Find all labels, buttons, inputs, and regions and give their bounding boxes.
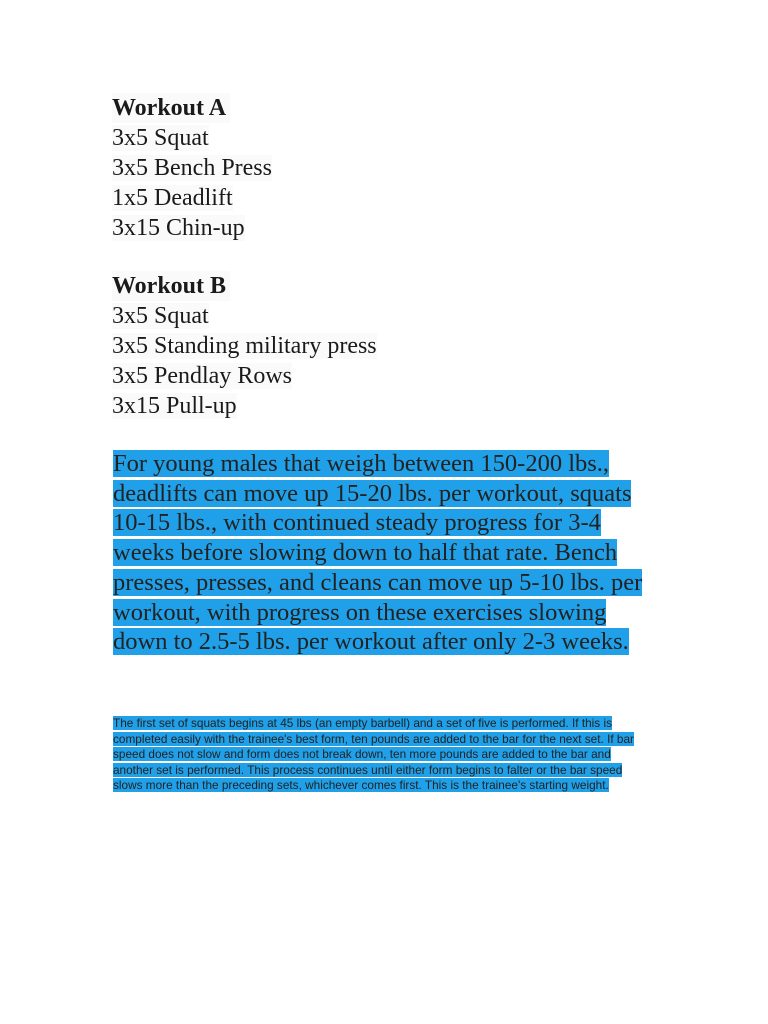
- workout-a-section: [112, 93, 272, 243]
- starting-weight-paragraph: [113, 716, 648, 794]
- progress-rate-paragraph: [113, 449, 659, 657]
- exercise-item: 1x5 Deadlift: [112, 185, 233, 211]
- highlighted-text[interactable]: For young males that weigh between 150-200 lbs., deadlifts can move up 15-20 lbs. per workout, squats 10-15 lbs., with continued steady progress for 3-4 weeks before slowing down to half that rate. Bench presses, presses, and cleans can move up 5-10 lbs. per workout, with progress on these exercises slowing down to 2.5-5 lbs. per workout after only 2-3 weeks.: [113, 450, 643, 656]
- exercise-item: 3x15 Pull-up: [112, 393, 237, 419]
- exercise-item: 3x5 Pendlay Rows: [112, 363, 292, 389]
- workout-b-title: Workout B: [112, 271, 230, 301]
- exercise-item: 3x5 Standing military press: [112, 333, 377, 359]
- exercise-item: 3x5 Bench Press: [112, 155, 272, 181]
- exercise-item: 3x5 Squat: [112, 125, 209, 151]
- highlighted-text[interactable]: The first set of squats begins at 45 lbs (an empty barbell) and a set of five is performed. If this is completed easily with the trainee's best form, ten pounds are added to the bar for the next set. If bar speed does not slow and form does not break down, ten more pounds are added to the bar and another set is performed. This process continues until either form begins to falter or the bar speed slows more than the preceding sets, whichever comes first. This is the trainee's starting weight.: [113, 716, 634, 792]
- workout-a-title: Workout A: [112, 93, 230, 123]
- workout-b-section: [112, 271, 377, 421]
- workout-b-exercise-list: [112, 301, 377, 421]
- exercise-item: 3x15 Chin-up: [112, 215, 245, 241]
- exercise-item: 3x5 Squat: [112, 303, 209, 329]
- workout-a-exercise-list: [112, 123, 272, 243]
